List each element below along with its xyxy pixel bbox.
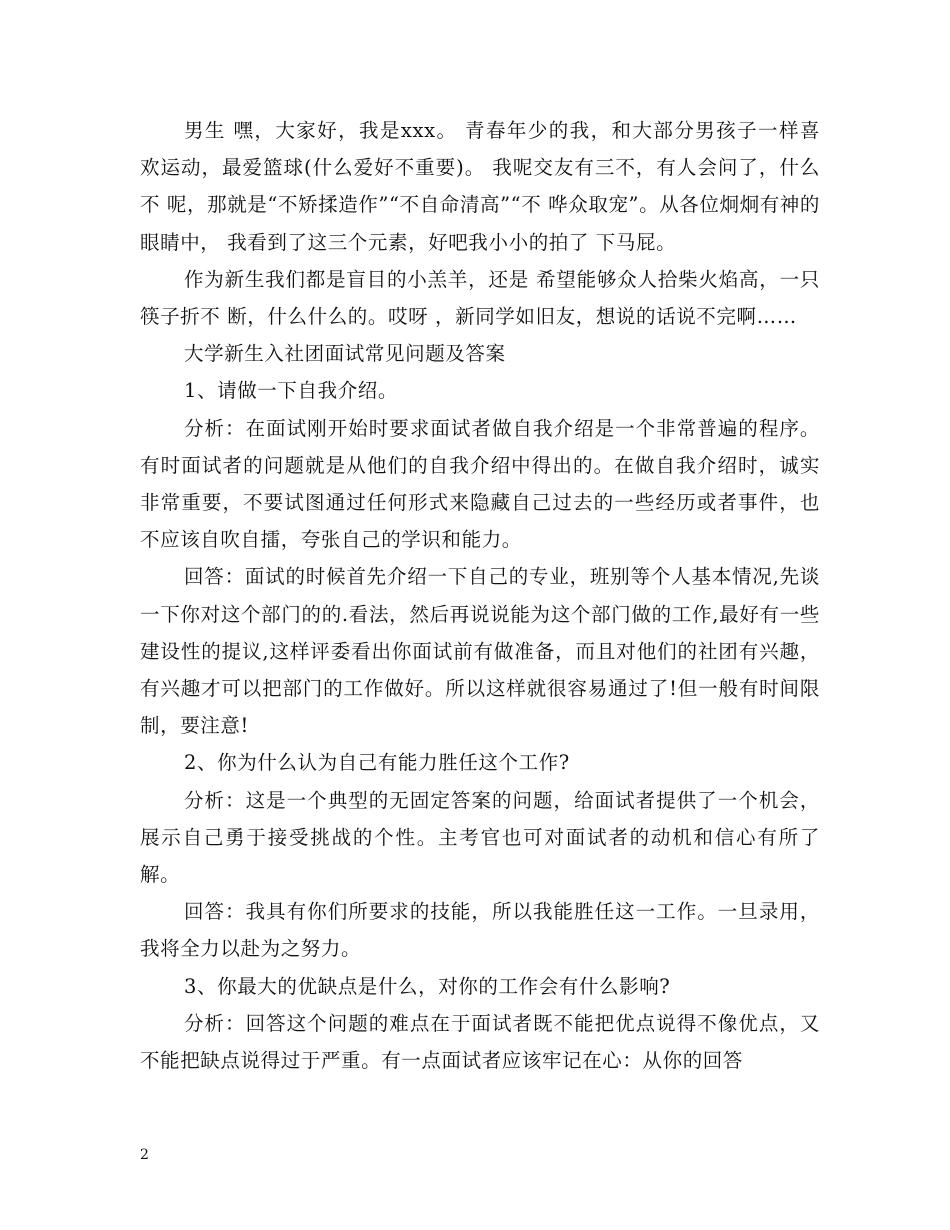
paragraph-closing-remarks: 作为新生我们都是盲目的小羔羊，还是 希望能够众人拾柴火焰高，一只筷子折不 断，什么什么的。哎呀 ，新同学如旧友，想说的话说不完啊…… xyxy=(140,267,820,329)
paragraph-intro: 男生 嘿，大家好，我是xxx。 青春年少的我，和大部分男孩子一样喜 欢运动，最爱篮球(什么爱好不重要)。 我呢交友有三不，有人会问了，什么不 呢，那就是“不矫揉造作”“不自命清高”“不 哗众取宠”。从各位炯炯有神的眼睛中， 我看到了这三个元素，好吧我小小的拍了 下马屁。 xyxy=(140,119,821,254)
question-3: 3、你最大的优缺点是什么，对你的工作会有什么影响? xyxy=(184,974,671,998)
question-3-analysis: 分析：回答这个问题的难点在于面试者既不能把优点说得不像优点，又不能把缺点说得过于严重。有一点面试者应该牢记在心：从你的回答 xyxy=(140,1011,820,1073)
question-1: 1、请做一下自我介绍。 xyxy=(184,379,399,403)
question-2: 2、你为什么认为自己有能力胜任这个工作? xyxy=(184,751,570,775)
document-body xyxy=(140,112,820,1079)
section-heading: 大学新生入社团面试常见问题及答案 xyxy=(184,342,506,366)
question-2-analysis: 分析：这是一个典型的无固定答案的问题，给面试者提供了一个机会，展示自己勇于接受挑战的个性。主考官也可对面试者的动机和信心有所了解。 xyxy=(140,788,820,887)
question-2-answer: 回答：我具有你们所要求的技能，所以我能胜任这一工作。一旦录用，我将全力以赴为之努力。 xyxy=(140,900,820,961)
page-number: 2 xyxy=(140,1147,149,1163)
question-1-answer: 回答：面试的时候首先介绍一下自己的专业，班别等个人基本情况,先谈一下你对这个部门的的.看法，然后再说说能为这个部门做的工作,最好有一些建设性的提议,这样评委看出你面试前有做准备，而且对他们的社团有兴趣，有兴趣才可以把部门的工作做好。所以这样就很容易通过了!但一般有时间限制，要注意! xyxy=(140,565,820,738)
question-1-analysis: 分析：在面试刚开始时要求面试者做自我介绍是一个非常普遍的程序。有时面试者的问题就是从他们的自我介绍中得出的。在做自我介绍时，诚实非常重要，不要试图通过任何形式来隐藏自己过去的一些经历或者事件，也不应该自吹自擂，夸张自己的学识和能力。 xyxy=(140,416,820,552)
